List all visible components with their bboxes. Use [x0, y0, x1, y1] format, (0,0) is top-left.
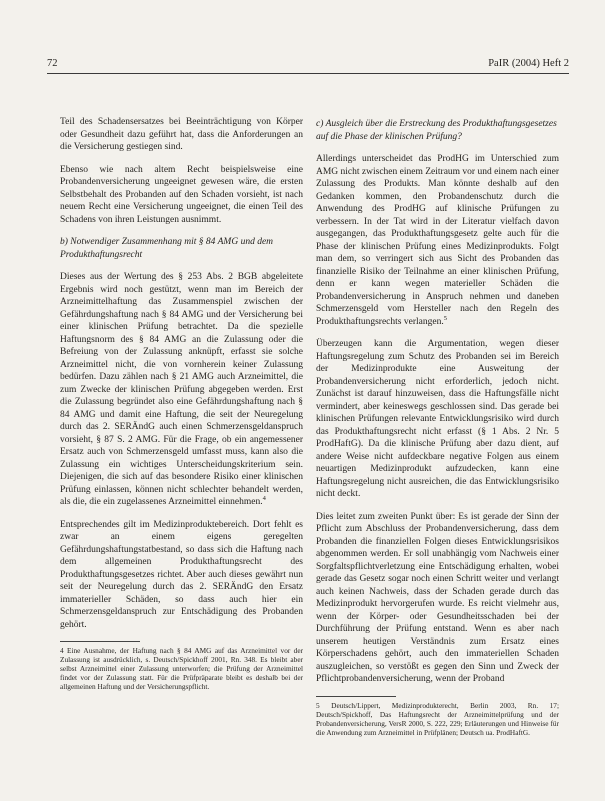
footnote-rule	[316, 696, 396, 697]
paragraph: Überzeugen kann die Argumentation, wegen dieser Haftungsregelung zum Schutz des Probanden sei im Bereich der Medizinprodukte eine Ausweitung der Probandenversicherung nicht erforderlich, jedoch nicht. Zunächst ist darauf hinzuweisen, dass die Haftungsfälle nicht vermindert, aber keineswegs geschlossen sind. Das gerade bei klinischen Prüfungen relevante Entwicklungsrisiko wird durch das Produkthaftungsrecht nicht erfasst (§ 1 Abs. 2 Nr. 5 ProdHaftG). Da die klinische Prüfung aber dazu dient, auf andere Weise nicht aufdeckbare negative Folgen aus einem neuartigen Medizinprodukt aufzudecken, kann eine Haftungsregelung nicht ausreichen, die das Entwicklungsrisiko nicht deckt.	[316, 339, 559, 499]
page-number: 72	[47, 58, 58, 69]
section-heading: b) Notwendiger Zusammenhang mit § 84 AMG und dem Produkthaftungsrecht	[60, 237, 274, 260]
paragraph: Teil des Schadensersatzes bei Beeinträchtigung von Körper oder Gesundheit dazu geführt hat, dass die Anforderungen an die Versicherung gestiegen sind.	[60, 117, 303, 152]
paragraph: Dieses aus der Wertung des § 253 Abs. 2 BGB abgeleitete Ergebnis wird noch gestützt, wenn man im Bereich der Arzneimittelhaftung das Zusammenspiel zwischen der Gefährdungshaftung nach § 84 AMG und der Versicherung bei einer klinischen Prüfung betrachtet. Da die spezielle Haftungsnorm des § 84 AMG an die Zulassung oder die Befreiung von der Zulassung anknüpft, erfasst sie solche Arzneimittel nicht, die von vornherein keiner Zulassung bedürfen. Dazu zählen nach § 21 AMG auch Arzneimittel, die zum Zwecke der klinischen Prüfung abgegeben werden. Erst die Zulassung begründet also eine Gefährdungshaftung nach § 84 AMG und damit eine Haftung, die seit der Neuregelung durch das 2. SERÄndG auch einen Schmerzensgeldanspruch vorsieht, § 87 S. 2 AMG. Für die Frage, ob ein angemessener Ersatz auch von Schmerzensgeld umfasst muss, kann also die Zulassung ein wichtiges Unterscheidungskriterium sein. Diejenigen, die sich auf das besondere Risiko einer klinischen Prüfung einlassen, können nicht schlechter behandelt werden, als die, die ein zugelassenes Arzneimittel einnehmen.$^4$	[60, 272, 303, 507]
paragraph: Dies leitet zum zweiten Punkt über: Es ist gerade der Sinn der Pflicht zum Abschluss der Probandenversicherung, dass dem Probanden die finanziellen Folgen dieses Entwicklungsrisikos abgenommen werden. Er soll unabhängig vom Nachweis einer Sorgfaltspflichtverletzung eine Entschädigung erhalten, wobei gerade das Gesetz sogar noch einen Schritt weiter und verlangt auch keinen Nachweis, dass der Schaden gerade durch das Medizinprodukt hervorgerufen wurde. Es reicht vielmehr aus, wenn der Körper- oder Gesundheitsschaden bei der Durchführung der Prüfung entstand. Wenn es aber nach unserem heutigen Verständnis zum Ersatz eines Körperschadens gehört, auch den immateriellen Schaden auszugleichen, so verstößt es gegen den Sinn und Zweck der Pflichtprobandenversicherung, wenn der Proband	[316, 511, 559, 684]
footnote: 5 Deutsch/Lippert, Medizinprodukterecht, Berlin 2003, Rn. 17; Deutsch/Spickhoff, Das Haftungsrecht der Arzneimittelprüfung und der Probandenversicherung, VersR 2000, S. 222, 229; Erläuterungen und Hinweise für die Anwendung zum Arzneimittel in Prüfplänen; Deutsch ua. ProdHaftG.	[316, 700, 559, 737]
paragraph: Entsprechendes gilt im Medizinproduktebereich. Dort fehlt es zwar an einem eigens geregelten Gefährdungshaftungstatbestand, so dass sich die Haftung nach dem allgemeinen Produkthaftungsrecht des Produkthaftungsgesetzes richtet. Aber auch dieses gewährt nun seit der Neuregelung durch das 2. SERÄndG den Ersatz immaterieller Schäden, so dass auch hier ein Schmerzensgeldanspruch zur Entschädigung des Probanden gehört.	[60, 519, 303, 630]
paragraph: Ebenso wie nach altem Recht beispielsweise eine Probandenversicherung ungeeignet gewesen wäre, die ersten Selbstbehalt des Probanden auf den Schaden vorsieht, ist nach neuem Recht eine Versicherung ungeeignet, die einen Teil des Schadens von ihren Leistungen ausnimmt.	[60, 164, 303, 225]
journal-reference: PaIR (2004) Heft 2	[488, 58, 569, 69]
footnote-marker: 4	[262, 494, 266, 502]
page-header	[47, 58, 569, 72]
footnote: 4 Eine Ausnahme, der Haftung nach § 84 AMG auf das Arzneimittel vor der Zulassung ist ausdrücklich, s. Deutsch/Spickhoff 2001, Rn. 348. Es bleibt aber selbst Arzneimittel einer Zulassung unterworfen; die Prüfung der Arzneimittel findet vor der Zulassung statt. Für die Prüfpräparate bleibt es deshalb bei der allgemeinen Haftung und der Versicherungspflicht.	[60, 646, 303, 692]
paragraph: Allerdings unterscheidet das ProdHG im Unterschied zum AMG nicht zwischen einem Zeitraum vor und einem nach einer Zulassung des Produkts. Man könnte deshalb auf den Gedanken kommen, den Probandenschutz durch die Anwendung des ProdHG auf klinische Prüfungen zu verbessern. In der Tat wird in der Literatur vielfach davon ausgegangen, das Produkthaftungsgesetz gelte auch für die Phase der klinischen Prüfung eines Medizinprodukts. Folgt man dem, so verringert sich aus Sicht des Probanden das finanzielle Risiko der Teilnahme an einer klinischen Prüfung, denn er kann wegen materieller Schäden die Probandenversicherung in Anspruch nehmen und daneben Schmerzensgeld vom Hersteller nach den Regeln des Produkthaftungsrechts verlangen.$^5$	[316, 154, 559, 327]
footnote-rule	[60, 641, 140, 642]
left-column	[60, 116, 303, 701]
right-column	[316, 116, 559, 747]
header-rule	[47, 73, 569, 74]
footnote-marker: 5	[443, 314, 447, 322]
section-heading: c) Ausgleich über die Erstreckung des Produkthaftungsgesetzes auf die Phase der klinischen Prüfung?	[316, 119, 557, 142]
